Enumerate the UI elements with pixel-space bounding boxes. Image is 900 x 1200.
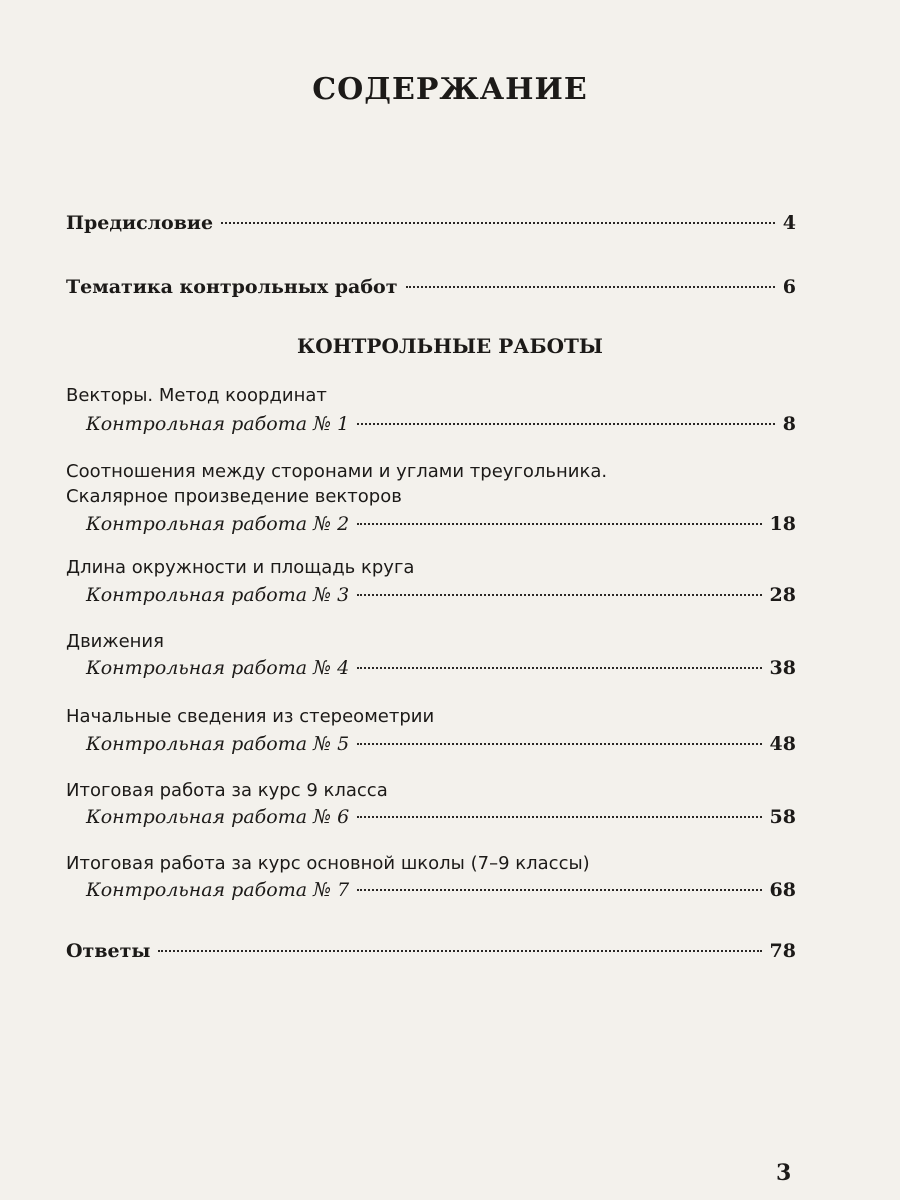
leader-dots xyxy=(158,950,761,952)
leader-dots xyxy=(406,286,775,288)
leader-dots xyxy=(221,222,775,224)
topic-heading: Начальные сведения из стереометрии xyxy=(66,706,435,727)
entry-page: 48 xyxy=(769,733,796,755)
entry-label: Ответы xyxy=(66,940,151,962)
toc-entry-work-1[interactable] xyxy=(86,413,796,435)
toc-entry-work-4[interactable] xyxy=(86,657,796,679)
leader-dots xyxy=(357,743,761,745)
leader-dots xyxy=(357,423,775,425)
entry-page: 58 xyxy=(769,806,796,828)
toc-entry-work-2[interactable] xyxy=(86,513,796,535)
leader-dots xyxy=(357,523,761,525)
toc-entry-work-5[interactable] xyxy=(86,733,796,755)
entry-page: 18 xyxy=(769,513,796,535)
topic-heading: Движения xyxy=(66,631,164,652)
toc-entry-preface[interactable] xyxy=(66,212,796,234)
topic-heading: Соотношения между сторонами и углами треугольника. xyxy=(66,461,608,482)
leader-dots xyxy=(357,594,761,596)
entry-label: Контрольная работа № 6 xyxy=(86,806,350,828)
page-title: СОДЕРЖАНИЕ xyxy=(312,72,588,107)
section-title: КОНТРОЛЬНЫЕ РАБОТЫ xyxy=(297,334,603,358)
toc-entry-work-7[interactable] xyxy=(86,879,796,901)
entry-label: Контрольная работа № 5 xyxy=(86,733,350,755)
leader-dots xyxy=(357,667,761,669)
entry-page: 38 xyxy=(769,657,796,679)
toc-entry-topics[interactable] xyxy=(66,276,796,298)
topic-heading: Скалярное произведение векторов xyxy=(66,486,402,507)
entry-page: 4 xyxy=(782,212,796,234)
topic-heading: Итоговая работа за курс основной школы (7–9 классы) xyxy=(66,853,590,874)
leader-dots xyxy=(357,889,761,891)
entry-label: Контрольная работа № 2 xyxy=(86,513,350,535)
entry-label: Контрольная работа № 7 xyxy=(86,879,350,901)
entry-page: 8 xyxy=(782,413,796,435)
topic-heading: Итоговая работа за курс 9 класса xyxy=(66,780,388,801)
toc-entry-work-3[interactable] xyxy=(86,584,796,606)
topic-heading: Векторы. Метод координат xyxy=(66,385,327,406)
entry-label: Контрольная работа № 4 xyxy=(86,657,350,679)
entry-page: 6 xyxy=(782,276,796,298)
entry-label: Контрольная работа № 1 xyxy=(86,413,350,435)
topic-heading: Длина окружности и площадь круга xyxy=(66,557,415,578)
entry-page: 78 xyxy=(769,940,796,962)
leader-dots xyxy=(357,816,761,818)
page-number: 3 xyxy=(776,1160,792,1186)
entry-label: Предисловие xyxy=(66,212,214,234)
entry-label: Тематика контрольных работ xyxy=(66,276,398,298)
entry-page: 28 xyxy=(769,584,796,606)
entry-page: 68 xyxy=(769,879,796,901)
toc-entry-answers[interactable] xyxy=(66,940,796,962)
entry-label: Контрольная работа № 3 xyxy=(86,584,350,606)
toc-entry-work-6[interactable] xyxy=(86,806,796,828)
